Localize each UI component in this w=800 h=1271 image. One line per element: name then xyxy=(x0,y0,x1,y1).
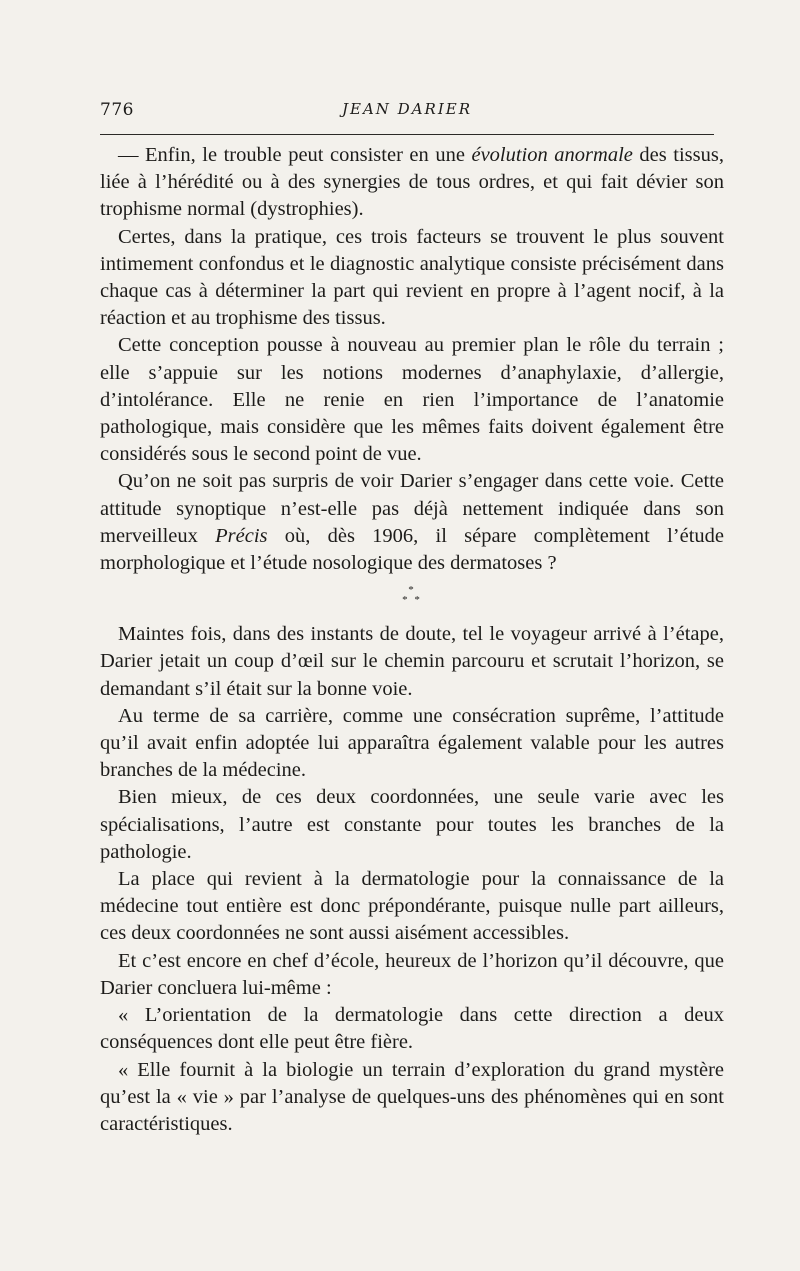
paragraph: Cette conception pousse à nouveau au premier plan le rôle du terrain ; elle s’appuie sur les notions modernes d’anaphylaxie, d’allergie, d’intolérance. Elle ne renie en rien l’importance de l’anatomie pathologique, mais considère que les mêmes faits doivent également être considérés sous le second point de vue. xyxy=(100,334,724,466)
emphasis-text: Précis xyxy=(215,524,268,547)
quotation-paragraph: « L’orientation de la dermatologie dans cette direction a deux conséquences dont elle peut être fière. xyxy=(100,1004,724,1054)
page-number: 776 xyxy=(100,100,134,120)
paragraph: Et c’est encore en chef d’école, heureux de l’horizon qu’il découvre, que Darier concluera lui-même : xyxy=(100,949,724,999)
paragraph: Bien mieux, de ces deux coordonnées, une seule varie avec les spécialisations, l’autre est constante pour toutes les branches de la pathologie. xyxy=(100,786,724,863)
paragraph: — Enfin, le trouble peut consister en une évolution anormale des tissus, liée à l’hérédité ou à des synergies de tous ordres, et qui fait dévier son trophisme normal (dystrophies). xyxy=(100,144,724,221)
header-rule xyxy=(100,134,714,135)
paragraph: Qu’on ne soit pas surpris de voir Darier s’engager dans cette voie. Cette attitude synoptique n’est-elle pas déjà nettement indiquée dans son merveilleux Précis où, dès 1906, il sépare complètement l’étude morphologique et l’étude nosologique des dermatoses ? xyxy=(100,470,725,575)
body-text xyxy=(100,142,724,1138)
paragraph: Certes, dans la pratique, ces trois facteurs se trouvent le plus souvent intimement confondus et le diagnostic analytique consiste précisément dans chaque cas à déterminer la part qui revient en propre à l’agent nocif, à la réaction et au trophisme des tissus. xyxy=(100,225,724,330)
paragraph: La place qui revient à la dermatologie pour la connaissance de la médecine tout entière est donc prépondérante, puisque nulle part ailleurs, ces deux coordonnées ne sont aussi aisément accessibles. xyxy=(100,868,724,945)
running-head xyxy=(100,100,714,126)
quotation-paragraph: « Elle fournit à la biologie un terrain d’exploration du grand mystère qu’est la « vie » par l’analyse de quelques-uns des phénomènes qui en sont caractéristiques. xyxy=(100,1058,724,1135)
running-title-author: JEAN DARIER xyxy=(341,100,472,118)
emphasis-text: évolution anormale xyxy=(471,144,633,166)
paragraph: Maintes fois, dans des instants de doute, tel le voyageur arrivé à l’étape, Darier jetait un coup d’œil sur le chemin parcouru et scrutait l’horizon, se demandant s’il était sur la bonne voie. xyxy=(100,623,724,700)
asterism-separator: * * * xyxy=(402,584,422,607)
paragraph: Au terme de sa carrière, comme une consécration suprême, l’attitude qu’il avait enfin adoptée lui apparaîtra également valable pour les autres branches de la médecine. xyxy=(100,704,724,782)
